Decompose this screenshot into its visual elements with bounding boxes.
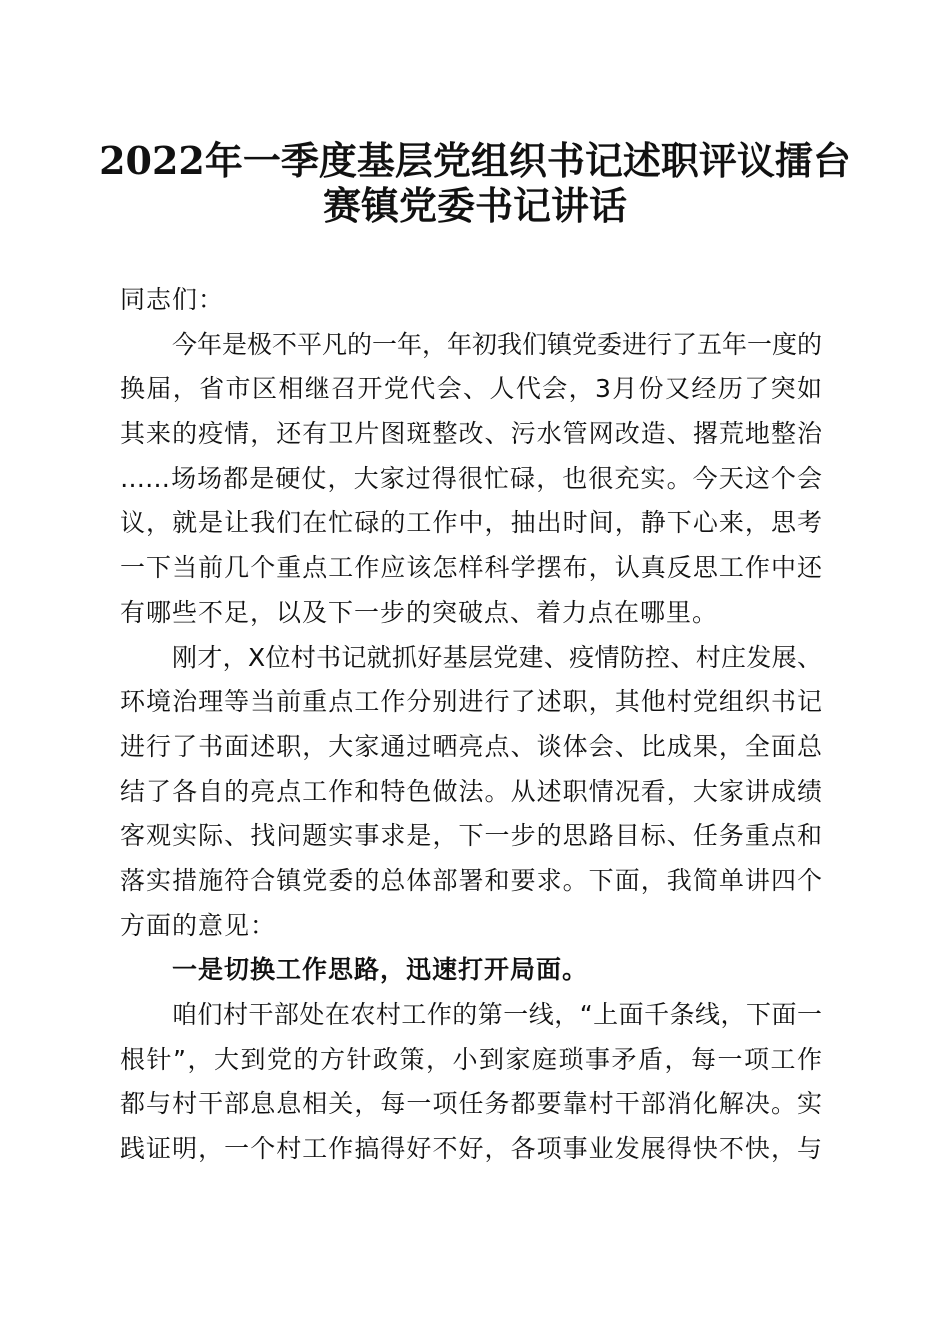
text-line: 刚才，X位村书记就抓好基层党建、疫情防控、村庄发展、 — [172, 642, 822, 672]
text-line: 客观实际、找问题实事求是，下一步的思路目标、任务重点和 — [120, 821, 822, 851]
text-line: ……场场都是硬仗，大家过得很忙碌，也很充实。今天这个会 — [120, 463, 822, 493]
text-line: 其来的疫情，还有卫片图斑整改、污水管网改造、撂荒地整治 — [120, 419, 822, 449]
text-line: 结了各自的亮点工作和特色做法。从述职情况看，大家讲成绩 — [120, 776, 822, 806]
text-line: 一下当前几个重点工作应该怎样科学摆布，认真反思工作中还 — [120, 553, 822, 583]
text-line: 咱们村干部处在农村工作的第一线，“上面千条线，下面一 — [172, 1000, 822, 1029]
text-line: 都与村干部息息相关，每一项任务都要靠村干部消化解决。实 — [120, 1089, 822, 1119]
text-line: 落实措施符合镇党委的总体部署和要求。下面，我简单讲四个 — [120, 865, 822, 895]
text-line: 根针”，大到党的方针政策，小到家庭琐事矛盾，每一项工作 — [120, 1044, 822, 1074]
text-line: 换届，省市区相继召开党代会、人代会，3月份又经历了突如 — [120, 374, 822, 404]
text-line: 环境治理等当前重点工作分别进行了述职，其他村党组织书记 — [120, 687, 822, 717]
text-line: 践证明，一个村工作搞得好不好，各项事业发展得快不快，与 — [120, 1134, 822, 1164]
text-line: 方面的意见： — [120, 910, 277, 940]
text-line: 进行了书面述职，大家通过晒亮点、谈体会、比成果，全面总 — [120, 731, 822, 761]
text-line: 今年是极不平凡的一年，年初我们镇党委进行了五年一度的 — [172, 329, 823, 359]
text-line: 有哪些不足，以及下一步的突破点、着力点在哪里。 — [120, 597, 719, 627]
document-title-line-1: 2022年一季度基层党组织书记述职评议擂台 — [99, 138, 851, 183]
document-title-line-2: 赛镇党委书记讲话 — [322, 183, 627, 228]
section-heading: 一是切换工作思路，迅速打开局面。 — [172, 955, 589, 985]
document-body — [120, 278, 822, 1172]
salutation: 同志们： — [120, 285, 225, 314]
text-line: 议，就是让我们在忙碌的工作中，抽出时间，静下心来，思考 — [120, 508, 822, 538]
